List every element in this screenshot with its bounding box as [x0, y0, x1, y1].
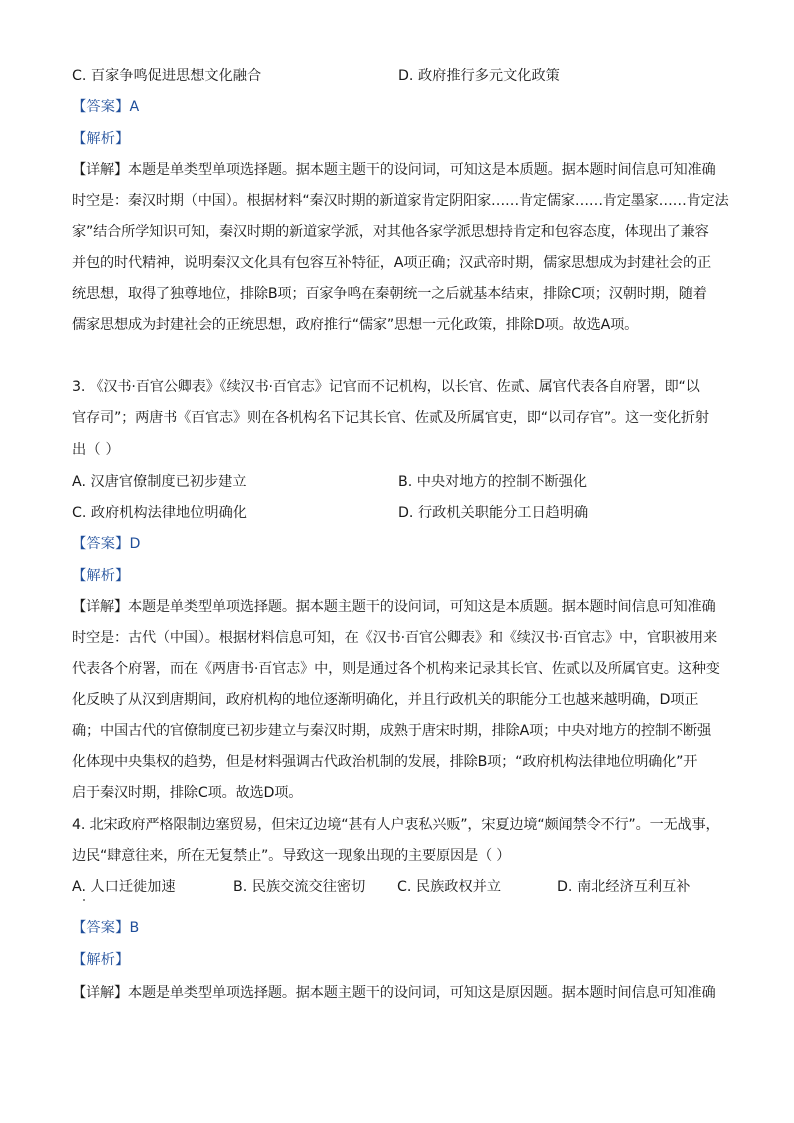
q4-analysis-heading: 【解析】	[72, 952, 130, 968]
q2-detail-line: 时空是：秦汉时期（中国）。根据材料“秦汉时期的新道家肯定阴阳家……肯定儒家……肯定墨家……肯定法	[72, 193, 729, 209]
q3-detail-line: 化体现中央集权的趋势，但是材料强调古代政治机制的发展，排除B项；“政府机构法律地位明确化”开	[72, 754, 698, 770]
q4-stem-line: 边民“肆意往来，所在无复禁止”。导致这一现象出现的主要原因是（ ）	[72, 848, 511, 864]
q2-detail-line: 【详解】本题是单类型单项选择题。据本题主题干的设问词，可知这是本质题。据本题时间信息可知准确	[72, 162, 716, 178]
q3-stem-line: 3. 《汉书·百官公卿表》《续汉书·百官志》记官而不记机构，以长官、佐贰、属官代表各自府署，即“以	[72, 379, 700, 395]
q3-detail-line: 化反映了从汉到唐期间，政府机构的地位逐渐明确化，并且行政机关的职能分工也越来越明确，D项正	[72, 692, 699, 708]
q3-stem-line: 官存司”；两唐书《百官志》则在各机构名下记其长官、佐贰及所属官吏，即“以司存官”。这一变化折射	[72, 410, 709, 426]
q3-detail-line: 启于秦汉时期，排除C项。故选D项。	[72, 785, 303, 801]
q2-analysis-heading: 【解析】	[72, 131, 130, 147]
q3-answer: 【答案】D	[72, 536, 141, 552]
q3-analysis-heading: 【解析】	[72, 568, 130, 584]
stray-dot-mark	[83, 899, 85, 901]
q4-answer: 【答案】B	[72, 920, 140, 936]
q3-option-d: D. 行政机关职能分工日趋明确	[398, 505, 589, 521]
q4-detail-line: 【详解】本题是单类型单项选择题。据本题主题干的设问词，可知这是原因题。据本题时间信息可知准确	[72, 985, 716, 1001]
q3-option-a: A. 汉唐官僚制度已初步建立	[72, 474, 247, 490]
q3-option-c: C. 政府机构法律地位明确化	[72, 505, 247, 521]
q2-option-c: C. 百家争鸣促进思想文化融合	[72, 68, 262, 84]
q2-detail-line: 统思想，取得了独尊地位，排除B项；百家争鸣在秦朝统一之后就基本结束，排除C项；汉朝时期，随着	[72, 286, 707, 302]
q4-option-a: A. 人口迁徙加速	[72, 879, 176, 895]
q2-option-d: D. 政府推行多元文化政策	[398, 68, 560, 84]
q4-option-c: C. 民族政权并立	[397, 879, 502, 895]
q3-detail-line: 时空是：古代（中国）。根据材料信息可知，在《汉书·百官公卿表》和《续汉书·百官志》中，官职被用来	[72, 630, 717, 646]
q4-option-b: B. 民族交流交往密切	[233, 879, 366, 895]
q3-option-b: B. 中央对地方的控制不断强化	[398, 474, 588, 490]
q2-detail-line: 儒家思想成为封建社会的正统思想，政府推行“儒家”思想一元化政策，排除D项。故选A项。	[72, 317, 639, 333]
q2-answer: 【答案】A	[72, 99, 140, 115]
q3-detail-line: 确；中国古代的官僚制度已初步建立与秦汉时期，成熟于唐宋时期，排除A项；中央对地方的控制不断强	[72, 723, 711, 739]
q3-detail-line: 代表各个府署，而在《两唐书·百官志》中，则是通过各个机构来记录其长官、佐贰以及所属官吏。这种变	[72, 661, 720, 677]
q4-stem-line: 4. 北宋政府严格限制边塞贸易，但宋辽边境“甚有人户衷私兴贩”，宋夏边境“颇闻禁令不行”。一无战事，	[72, 817, 720, 833]
q2-detail-line: 家”结合所学知识可知，秦汉时期的新道家学派，对其他各家学派思想持肯定和包容态度，体现出了兼容	[72, 224, 709, 240]
q3-stem-line: 出（ ）	[72, 442, 120, 458]
q4-option-d: D. 南北经济互利互补	[557, 879, 691, 895]
q3-detail-line: 【详解】本题是单类型单项选择题。据本题主题干的设问词，可知这是本质题。据本题时间信息可知准确	[72, 599, 716, 615]
q2-detail-line: 并包的时代精神，说明秦汉文化具有包容互补特征，A项正确；汉武帝时期，儒家思想成为封建社会的正	[72, 255, 711, 271]
